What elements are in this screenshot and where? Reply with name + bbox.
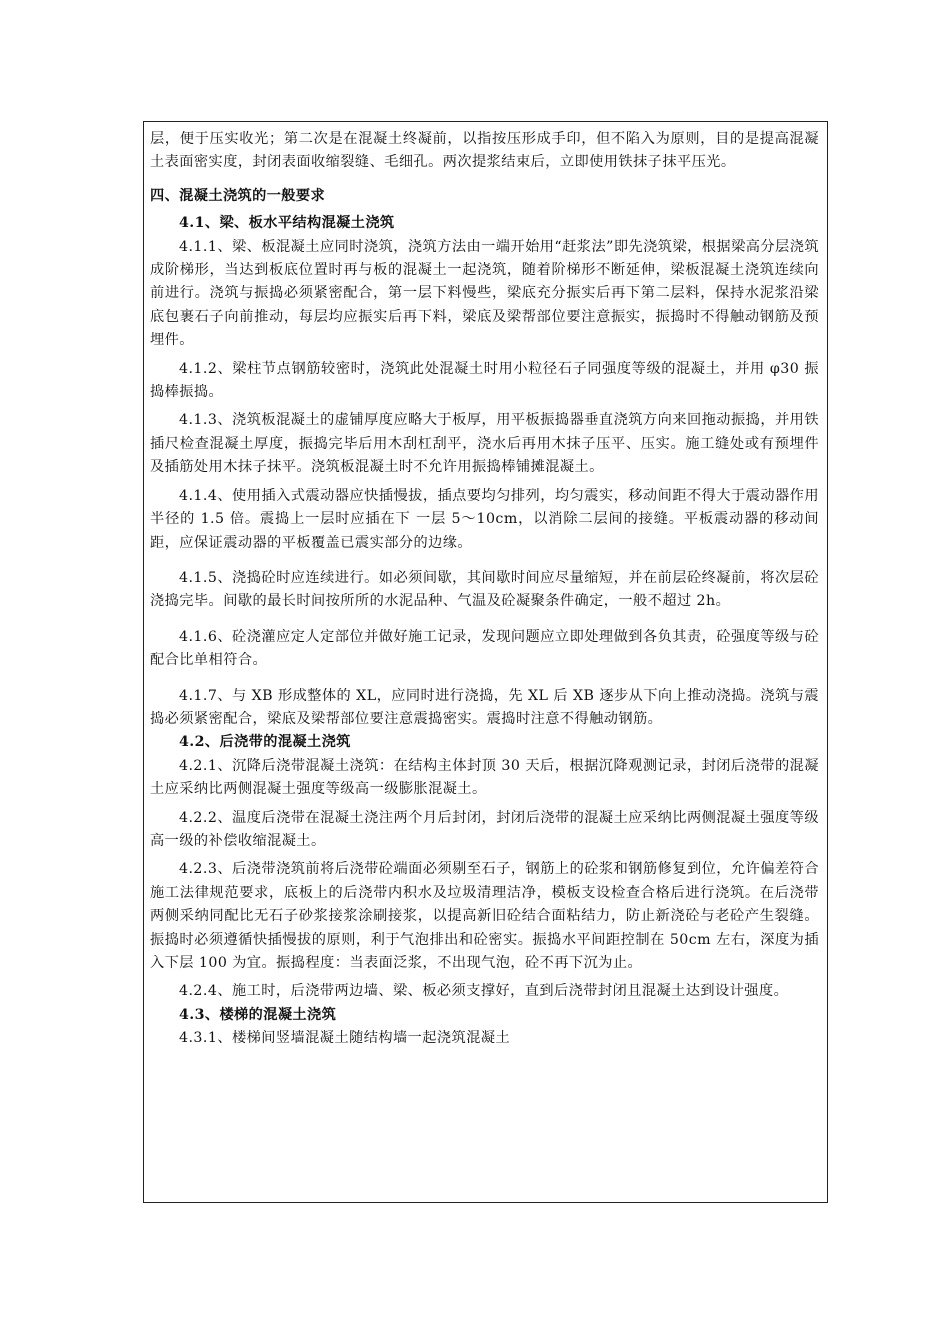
section-heading-4: 四、混凝土浇筑的一般要求 (150, 187, 326, 204)
paragraph-4-1-5: 4.1.5、浇捣砼时应连续进行。如必须间歇，其间歇时间应尽量缩短，并在前层砼终凝前，将次层砼浇捣完毕。间歇的最长时间按所所的水泥品种、气温及砼凝聚条件确定，一般不超过 2h。 (150, 569, 819, 610)
paragraph-4-2-2: 4.2.2、温度后浇带在混凝土浇注两个月后封闭，封闭后浇带的混凝土应采纳比两侧混凝土强度等级高一级的补偿收缩混凝土。 (150, 809, 819, 849)
paragraph-4-1-3: 4.1.3、浇筑板混凝土的虚铺厚度应略大于板厚，用平板振捣器垂直浇筑方向来回拖动振捣，并用铁插尺检查混凝土厚度，振捣完毕后用木刮杠刮平，浇水后再用木抹子压平、压实。施工缝处或有预埋件及插筋处用木抹子抹平。浇筑板混凝土时不允许用振捣棒铺摊混凝土。 (150, 412, 819, 476)
paragraph-4-1-2: 4.1.2、梁柱节点钢筋较密时，浇筑此处混凝土时用小粒径石子同强度等级的混凝土，并用 φ30 振捣棒振捣。 (150, 360, 819, 401)
paragraph-4-3-1: 4.3.1、楼梯间竖墙混凝土随结构墙一起浇筑混凝土 (179, 1030, 511, 1047)
paragraph-4-1-7: 4.1.7、与 XB 形成整体的 XL，应同时进行浇捣，先 XL 后 XB 逐步从下向上推动浇捣。浇筑与震捣必须紧密配合，梁底及梁帮部位要注意震捣密实。震捣时注意不得触动钢筋。 (150, 687, 819, 727)
paragraph-4-1-1: 4.1.1、梁、板混凝土应同时浇筑，浇筑方法由一端开始用“赶浆法”即先浇筑梁，根据梁高分层浇筑成阶梯形，当达到板底位置时再与板的混凝土一起浇筑，随着阶梯形不断延伸，梁板混凝土浇筑连续向前进行。浇筑与振捣必须紧密配合，第一层下料慢些，梁底充分振实后再下第二层料，保持水泥浆沿梁底包裹石子向前推动，每层均应振实后再下料，梁底及梁帮部位要注意振实，振捣时不得触动钢筋及预埋件。 (150, 238, 819, 349)
paragraph-4-1-4: 4.1.4、使用插入式震动器应快插慢拔，插点要均匀排列，均匀震实，移动间距不得大于震动器作用半径的 1.5 倍。震捣上一层时应插在下 一层 5～10cm，以消除二层间的接缝。平板震动器的移动间距，应保证震动器的平板覆盖已震实部分的边缘。 (150, 487, 819, 551)
paragraph-4-2-4: 4.2.4、施工时，后浇带两边墙、梁、板必须支撑好，直到后浇带封闭且混凝土达到设计强度。 (179, 983, 789, 1000)
subsection-heading-4-2: 4.2、后浇带的混凝土浇筑 (179, 734, 351, 751)
paragraph-4-2-1: 4.2.1、沉降后浇带混凝土浇筑：在结构主体封顶 30 天后，根据沉降观测记录，封闭后浇带的混凝土应采纳比两侧混凝土强度等级高一级膨胀混凝土。 (150, 757, 819, 798)
paragraph-4-1-6: 4.1.6、砼浇灌应定人定部位并做好施工记录，发现问题应立即处理做到各负其责，砼强度等级与砼配合比单相符合。 (150, 628, 819, 669)
paragraph-continuation: 层，便于压实收光；第二次是在混凝土终凝前，以指按压形成手印，但不陷入为原则，目的是提高混凝土表面密实度，封闭表面收缩裂缝、毛细孔。两次提浆结束后，立即使用铁抹子抹平压光。 (150, 131, 819, 171)
subsection-heading-4-3: 4.3、楼梯的混凝土浇筑 (179, 1006, 337, 1023)
paragraph-4-2-3: 4.2.3、后浇带浇筑前将后浇带砼端面必须剔至石子，钢筋上的砼浆和钢筋修复到位，允许偏差符合施工法律规范要求，底板上的后浇带内积水及垃圾清理洁净，模板支设检查合格后进行浇筑。在后浇带两侧采纳同配比无石子砂浆接浆涂刷接浆，以提高新旧砼结合面粘结力，防止新浇砼与老砼产生裂缝。振捣时必须遵循快插慢拔的原则，利于气泡排出和砼密实。振捣水平间距控制在 50cm 左右，深度为插入下层 100 为宜。振捣程度：当表面泛浆，不出现气泡，砼不再下沉为止。 (150, 861, 819, 971)
subsection-heading-4-1: 4.1、梁、板水平结构混凝土浇筑 (179, 215, 395, 232)
document-table-cell (143, 121, 828, 1203)
